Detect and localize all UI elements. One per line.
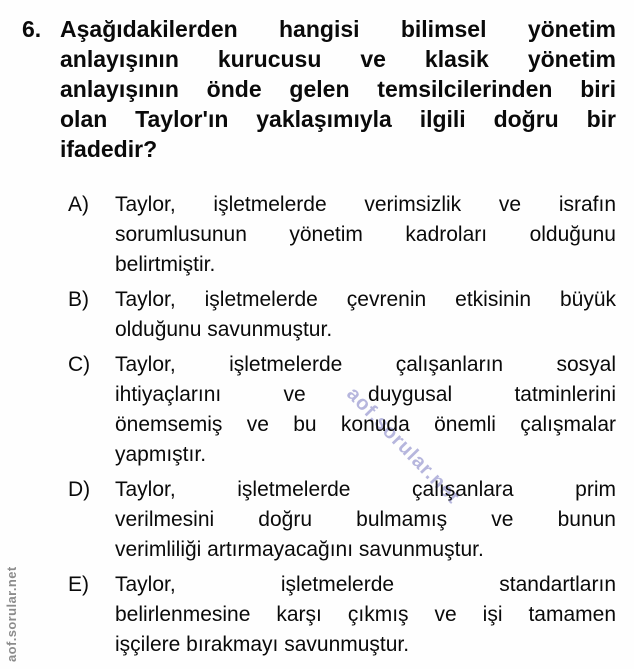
- option-text-line: Taylor, işletmelerde standartların: [115, 573, 616, 596]
- option-a: [68, 190, 616, 280]
- option-b-text: [115, 285, 616, 345]
- option-e-text: [115, 570, 616, 660]
- question-block: [22, 14, 616, 164]
- option-text-line: Taylor, işletmelerde çalışanlara prim: [115, 478, 616, 501]
- watermark-vertical-site-name: aof.sorular.net: [4, 566, 19, 662]
- option-d-label: D): [68, 478, 91, 501]
- option-c-label: C): [68, 353, 91, 376]
- question-line: olan Taylor'ın yaklaşımıyla ilgili doğru bir: [60, 106, 616, 132]
- option-e-label: E): [68, 573, 89, 596]
- option-b-label: B): [68, 288, 89, 311]
- watermark-diagonal-site-name: aof.sorular.net: [342, 383, 465, 509]
- option-text-line: olduğunu savunmuştur.: [115, 318, 333, 341]
- question-line: anlayışının kurucusu ve klasik yönetim: [60, 46, 616, 72]
- option-text-line: belirlenmesine karşı çıkmış ve işi tamamen: [115, 603, 616, 626]
- question-line: ifadedir?: [60, 136, 158, 162]
- option-text-line: Taylor, işletmelerde çevrenin etkisinin büyük: [115, 288, 616, 311]
- question-number: 6.: [22, 16, 42, 42]
- option-text-line: ihtiyaçlarını ve duygusal tatminlerini: [115, 383, 616, 406]
- option-text-line: işçilere bırakmayı savunmuştur.: [115, 633, 410, 656]
- option-d: [68, 475, 616, 565]
- option-a-text: [115, 190, 616, 280]
- option-d-text: [115, 475, 616, 565]
- question-text: [60, 14, 616, 164]
- option-text-line: Taylor, işletmelerde verimsizlik ve israfın: [115, 193, 616, 216]
- options-list: [68, 190, 616, 660]
- option-text-line: önemsemiş ve bu konuda önemli çalışmalar: [115, 413, 616, 436]
- option-text-line: verimliliği artırmayacağını savunmuştur.: [115, 538, 484, 561]
- option-a-label: A): [68, 193, 89, 216]
- option-text-line: verilmesini doğru bulmamış ve bunun: [115, 508, 616, 531]
- option-b: [68, 285, 616, 345]
- option-text-line: belirtmiştir.: [115, 253, 216, 276]
- question-line: anlayışının önde gelen temsilcilerinden biri: [60, 76, 616, 102]
- option-c-text: [115, 350, 616, 470]
- option-e: [68, 570, 616, 660]
- question-line: Aşağıdakilerden hangisi bilimsel yönetim: [60, 16, 616, 42]
- option-text-line: sorumlusunun yönetim kadroları olduğunu: [115, 223, 616, 246]
- option-c: [68, 350, 616, 470]
- option-text-line: yapmıştır.: [115, 443, 207, 466]
- option-text-line: Taylor, işletmelerde çalışanların sosyal: [115, 353, 616, 376]
